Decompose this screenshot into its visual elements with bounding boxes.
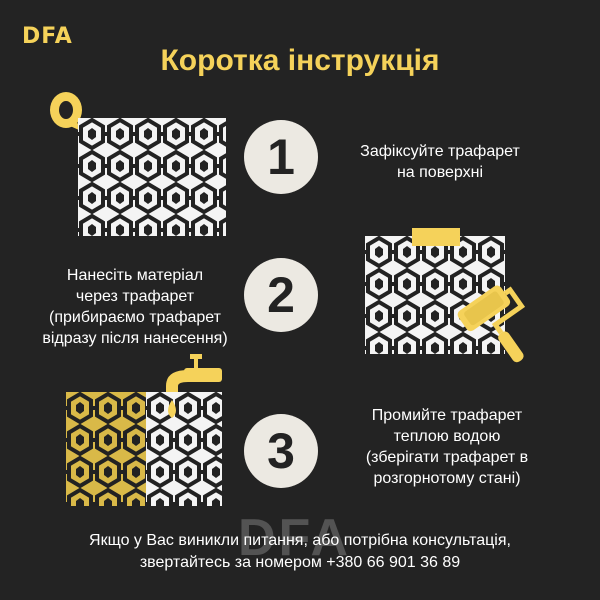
step-2-line-3: (прибираємо трафарет xyxy=(48,309,221,326)
step-3-line-2: теплою водою xyxy=(393,428,501,445)
brand-watermark: DFA xyxy=(238,509,351,567)
brand-logo: DFA xyxy=(22,24,73,49)
step-2-text xyxy=(30,265,240,349)
step-2-line-2: через трафарет xyxy=(75,288,195,305)
water-tap-icon xyxy=(156,352,224,432)
step-1-text xyxy=(340,141,540,183)
footer-line-1: Якщо у Вас виникли питання, або потрібна консультація, xyxy=(89,532,511,549)
stencil-step-3-washed xyxy=(66,392,146,506)
step-1-number: 1 xyxy=(244,120,318,194)
footer-line-2: звертайтесь за номером +380 66 901 36 89 xyxy=(139,554,461,571)
step-2-line-1: Нанесіть матеріал xyxy=(66,267,204,284)
step-2-line-4: відразу після нанесення) xyxy=(42,330,228,347)
step-1-line-1: Зафіксуйте трафарет xyxy=(360,143,520,160)
page-title: Коротка інструкція xyxy=(160,44,440,77)
footer-contact xyxy=(0,530,600,574)
step-3-text xyxy=(338,405,556,489)
step-3-line-1: Промийте трафарет xyxy=(371,407,523,424)
step-3-line-3: (зберігати трафарет в xyxy=(365,449,529,466)
step-3-number: 3 xyxy=(244,414,318,488)
step-2-number: 2 xyxy=(244,258,318,332)
step-1-line-2: на поверхні xyxy=(396,164,484,181)
stencil-step-1 xyxy=(78,118,226,236)
paint-roller-icon xyxy=(448,285,538,375)
tape-strip xyxy=(412,228,460,246)
step-3-line-4: розгорнотому стані) xyxy=(373,470,521,487)
